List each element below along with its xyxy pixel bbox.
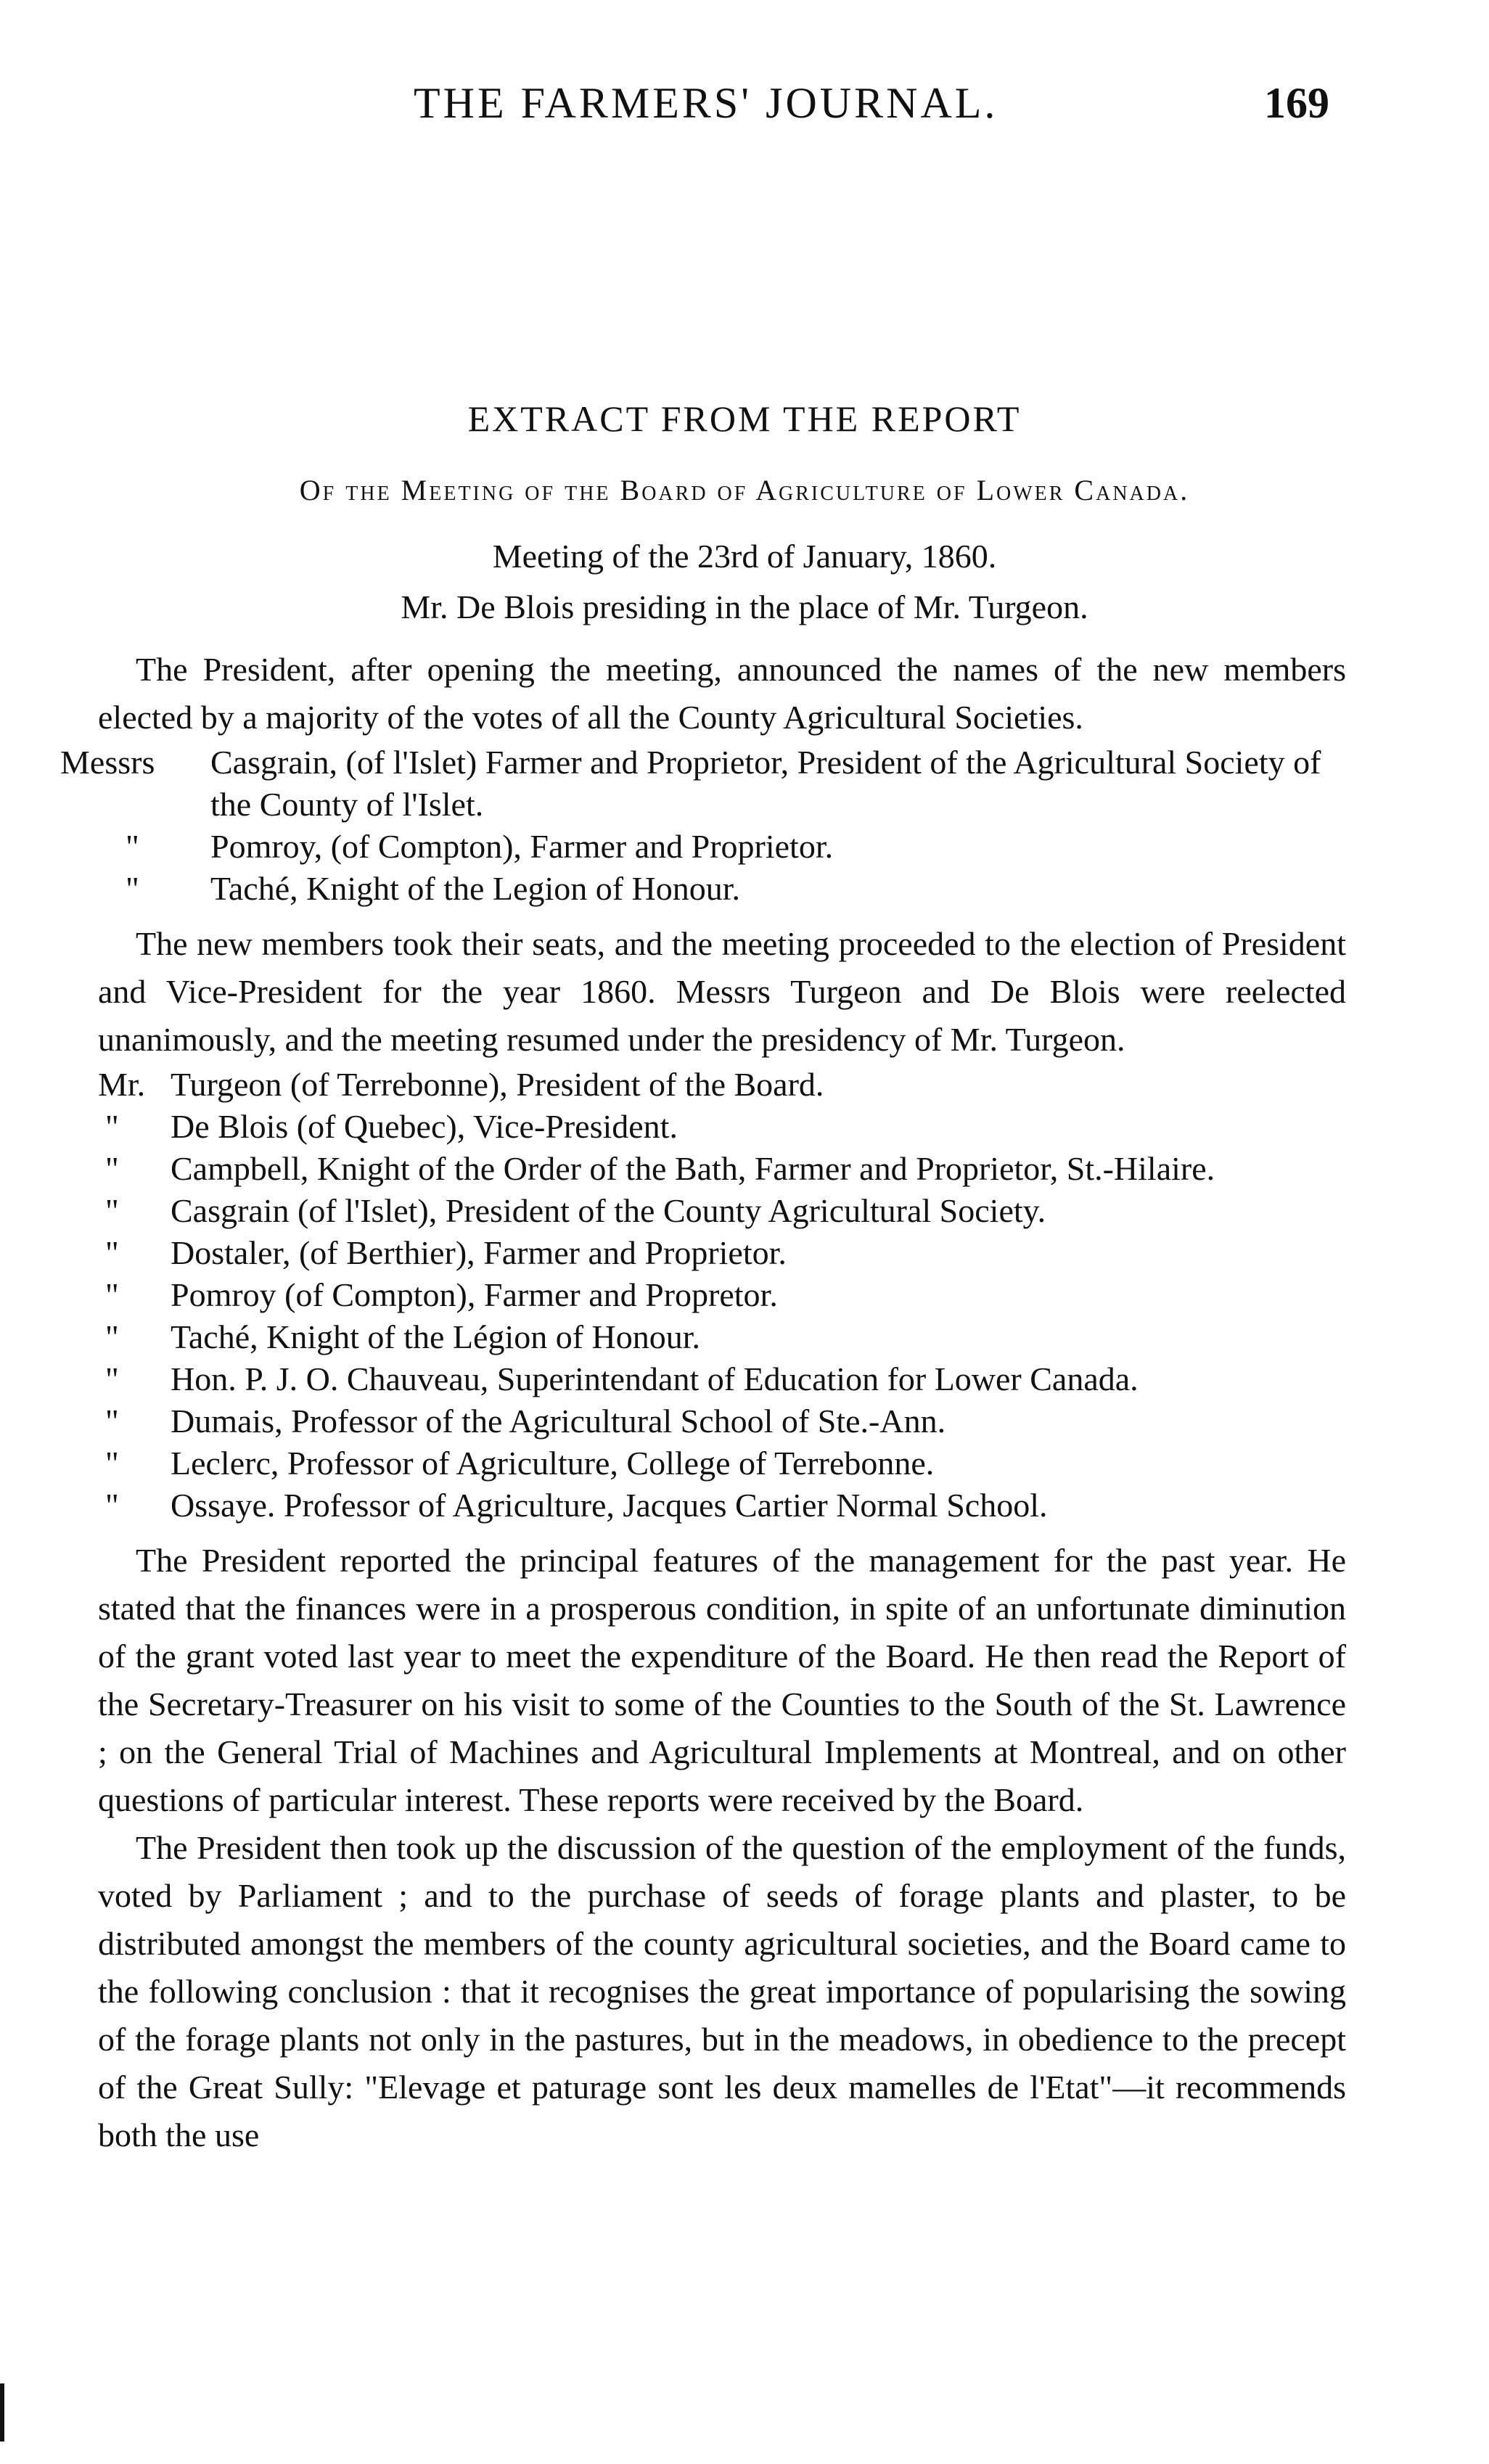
new-members-list (60, 742, 1346, 910)
list-item (98, 1064, 1346, 1106)
ditto-mark: " (105, 1150, 119, 1187)
list-item-text: Leclerc, Professor of Agriculture, College of Terrebonne. (171, 1445, 935, 1482)
ditto-mark: " (105, 1276, 119, 1313)
list-item (60, 742, 1346, 826)
list-item-text: Campbell, Knight of the Order of the Bath, Farmer and Proprietor, St.-Hilaire. (171, 1150, 1215, 1187)
list-item (98, 868, 1346, 910)
list-item-text: Taché, Knight of the Légion of Honour. (171, 1318, 701, 1355)
running-head: THE FARMERS' JOURNAL. (414, 79, 998, 127)
list-item-text: Dumais, Professor of the Agricultural School of Ste.-Ann. (171, 1403, 946, 1440)
paragraph: The President, after opening the meeting, announced the names of the new members elected by a majority of the votes of all the County Agricultural Societies. (98, 651, 1346, 736)
list-item-text: Ossaye. Professor of Agriculture, Jacques Cartier Normal School. (171, 1487, 1048, 1524)
list-item-text: De Blois (of Quebec), Vice-President. (171, 1108, 678, 1145)
ditto-mark: " (105, 1192, 119, 1229)
list-item-text: Taché, Knight of the Legion of Honour. (210, 870, 741, 907)
list-item (98, 1274, 1346, 1316)
article-subtitle: Of the Meeting of the Board of Agriculture of Lower Canada. (299, 474, 1190, 506)
ditto-mark: " (105, 1487, 119, 1524)
list-item (98, 1400, 1346, 1442)
article-title: EXTRACT FROM THE REPORT (467, 398, 1022, 439)
list-item (98, 1484, 1346, 1527)
list-item (98, 1358, 1346, 1400)
list-item (98, 1232, 1346, 1274)
board-members-list (98, 1064, 1346, 1527)
ditto-mark: " (126, 828, 139, 865)
list-item (98, 1148, 1346, 1190)
list-lead: Messrs (60, 744, 155, 781)
paragraph: The new members took their seats, and the meeting proceeded to the election of President and Vice-President for the year 1860. Messrs Turgeon and De Blois were reelected unanimously, and the meeting resumed under the presidency of Mr. Turgeon. (98, 925, 1346, 1058)
paragraph: The President reported the principal features of the management for the past year. He stated that the finances were in a prosperous condition, in spite of an unfortunate diminution of the grant voted last year to meet the expenditure of the Board. He then read the Report of the Secretary-Treasurer on his visit to some of the Counties to the South of the St. Lawrence ; on the General Trial of Machines and Agricultural Implements at Montreal, and on other questions of particular interest. These reports were received by the Board. (98, 1542, 1346, 1818)
list-item (98, 1442, 1346, 1484)
ditto-mark: " (105, 1318, 119, 1355)
list-item-text: Dostaler, (of Berthier), Farmer and Proprietor. (171, 1234, 787, 1271)
list-item-text: Pomroy, (of Compton), Farmer and Proprietor. (210, 828, 834, 865)
ditto-mark: " (105, 1108, 119, 1145)
ditto-mark: " (126, 870, 139, 907)
article-body (60, 646, 1346, 2159)
presiding-note: Mr. De Blois presiding in the place of Mr. Turgeon. (401, 588, 1088, 625)
ditto-mark: " (105, 1445, 119, 1482)
list-item-text: Pomroy (of Compton), Farmer and Propretor. (171, 1276, 778, 1313)
list-item-text: Turgeon (of Terrebonne), President of the Board. (171, 1066, 824, 1103)
page-number: 169 (1264, 79, 1329, 127)
list-item (98, 826, 1346, 868)
list-lead: Mr. (98, 1066, 146, 1103)
paragraph: The President then took up the discussion of the question of the employment of the funds, voted by Parliament ; and to the purchase of seeds of forage plants and plaster, to be distributed amongst the members of the county agricultural societies, and the Board came to the following conclusion : that it recognises the great importance of popularising the sowing of the forage plants not only in the pastures, but in the meadows, in obedience to the precept of the Great Sully: "Elevage et paturage sont les deux mamelles de l'Etat"—it recommends both the use (98, 1829, 1346, 2153)
list-item-text: Casgrain, (of l'Islet) Farmer and Proprietor, President of the Agricultural Society of the County of l'Islet. (210, 744, 1321, 823)
list-item (98, 1106, 1346, 1148)
meeting-date: Meeting of the 23rd of January, 1860. (492, 538, 997, 575)
list-item-text: Hon. P. J. O. Chauveau, Superintendant of Education for Lower Canada. (171, 1360, 1139, 1397)
list-item-text: Casgrain (of l'Islet), President of the County Agricultural Society. (171, 1192, 1046, 1229)
list-item (98, 1190, 1346, 1232)
list-item (98, 1316, 1346, 1358)
margin-mark (0, 2383, 4, 2442)
ditto-mark: " (105, 1403, 119, 1440)
ditto-mark: " (105, 1360, 119, 1397)
ditto-mark: " (105, 1234, 119, 1271)
